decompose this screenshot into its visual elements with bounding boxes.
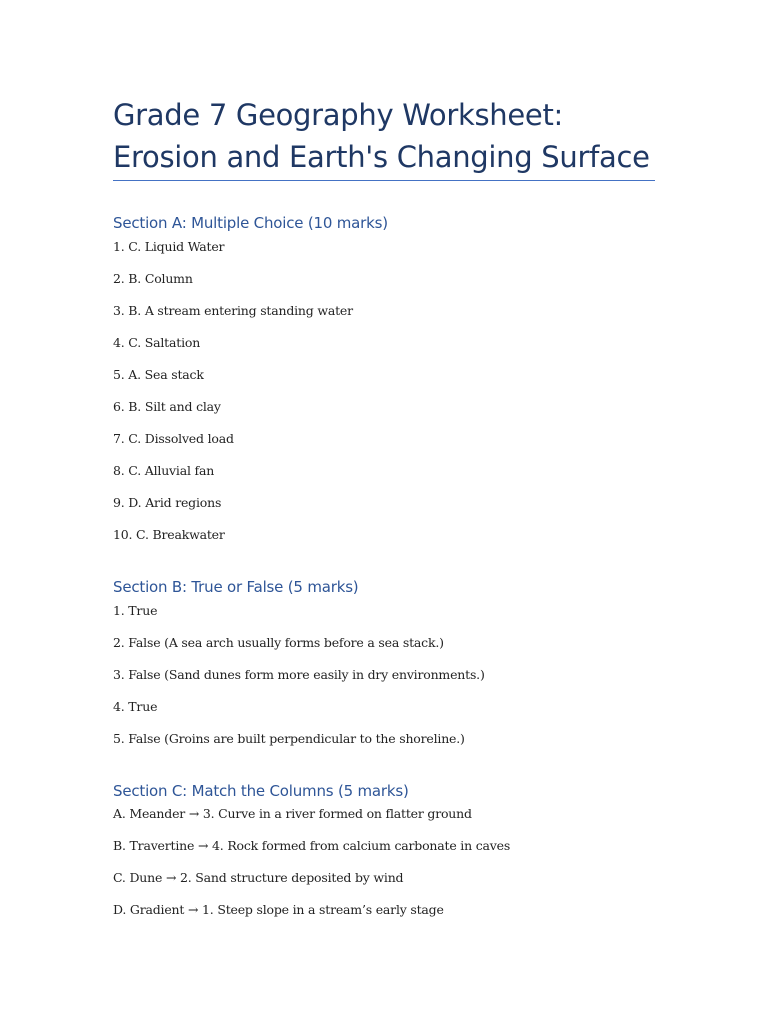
- answer-item: 9. D. Arid regions: [113, 495, 222, 510]
- answer-item: 3. B. A stream entering standing water: [113, 303, 353, 318]
- answer-item: 3. False (Sand dunes form more easily in dry environments.): [113, 667, 485, 682]
- section-c-heading: Section C: Match the Columns (5 marks): [113, 782, 409, 800]
- match-item: A. Meander → 3. Curve in a river formed on flatter ground: [113, 806, 472, 821]
- answer-item: 1. C. Liquid Water: [113, 239, 225, 254]
- answer-item: 7. C. Dissolved load: [113, 431, 234, 446]
- answer-item: 8. C. Alluvial fan: [113, 463, 215, 478]
- section-a-heading: Section A: Multiple Choice (10 marks): [113, 214, 388, 232]
- answer-item: 10. C. Breakwater: [113, 527, 225, 542]
- match-item: B. Travertine → 4. Rock formed from calcium carbonate in caves: [113, 838, 511, 853]
- match-item: D. Gradient → 1. Steep slope in a stream’s early stage: [113, 902, 444, 917]
- match-item: C. Dune → 2. Sand structure deposited by wind: [113, 870, 404, 885]
- answer-item: 4. C. Saltation: [113, 335, 201, 350]
- title-underline-rule: [113, 180, 655, 181]
- answer-item: 6. B. Silt and clay: [113, 399, 221, 414]
- document-title: Grade 7 Geography Worksheet: Erosion and Earth's Changing Surface: [113, 98, 650, 174]
- answer-item: 2. B. Column: [113, 271, 193, 286]
- answer-item: 1. True: [113, 603, 158, 618]
- answer-item: 2. False (A sea arch usually forms before a sea stack.): [113, 635, 444, 650]
- answer-item: 5. A. Sea stack: [113, 367, 204, 382]
- answer-item: 5. False (Groins are built perpendicular to the shoreline.): [113, 731, 465, 746]
- section-b-heading: Section B: True or False (5 marks): [113, 578, 359, 596]
- answer-item: 4. True: [113, 699, 158, 714]
